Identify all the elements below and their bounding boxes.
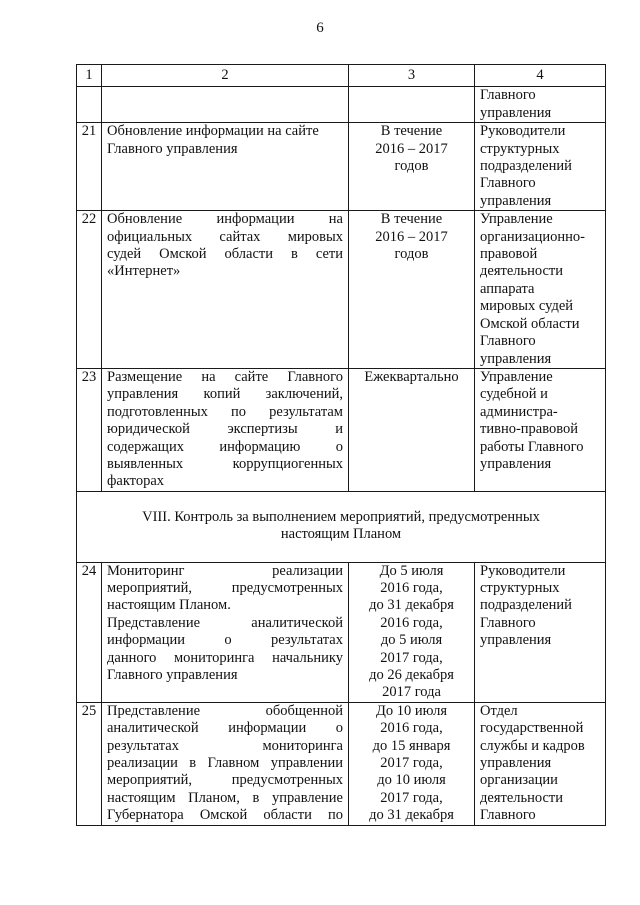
cell-line: В течение [380, 123, 443, 140]
cell-line: 2016 – 2017 [375, 140, 448, 157]
cell-line: управления [480, 632, 552, 649]
cell-line: настоящим Планом, в управление [107, 789, 343, 806]
section-title [77, 491, 606, 562]
cell-line: Главного [480, 175, 536, 192]
table-row [77, 211, 606, 369]
cell-line: Губернатора Омской области по [107, 807, 343, 824]
cell-line: Главного управления [107, 667, 238, 683]
cell-line: «Интернет» [107, 263, 181, 280]
cell-line: 2017 года, [380, 649, 443, 666]
term-cell [349, 87, 475, 123]
cell-line: реализации в Главном управлении [107, 755, 343, 772]
cell-line: информации о результатах [107, 632, 343, 649]
cell-line: Размещение на сайте Главного [107, 368, 343, 385]
cell-line: организационно- [480, 228, 585, 245]
cell-line: до 5 июля [380, 632, 443, 649]
cell-line: Управление [480, 368, 553, 385]
cell-line: управления [480, 455, 552, 472]
cell-line: Обновление информации на [107, 211, 343, 228]
table-row [77, 562, 606, 702]
cell-line: деятельности [480, 263, 564, 280]
term-cell [349, 702, 475, 825]
cell-line: годов [394, 158, 429, 175]
action-cell [102, 123, 349, 211]
cell-line: Главного [480, 614, 536, 631]
table-row [77, 123, 606, 211]
cell-line: Управление [480, 211, 553, 228]
cell-line: аппарата [480, 280, 535, 297]
cell-line: До 5 июля [379, 562, 444, 579]
action-cell [102, 87, 349, 123]
cell-line: структурных [480, 140, 560, 157]
column-header: 1 [77, 65, 102, 87]
cell-line: до 15 января [372, 737, 451, 754]
responsible-cell [475, 368, 606, 491]
cell-line: до 10 июля [377, 772, 446, 789]
responsible-cell [475, 562, 606, 702]
cell-line: подразделений [480, 597, 572, 614]
cell-line: судей Омской области в сети [107, 246, 343, 263]
cell-line: подразделений [480, 158, 572, 175]
cell-line: судебной и [480, 386, 548, 403]
cell-line: выявленных коррупциогенных [107, 455, 343, 472]
section-title-line: VIII. Контроль за выполнением мероприятий, предусмотренных [142, 508, 540, 525]
cell-line: Мониторинг реализации [107, 562, 343, 579]
section-title-line: настоящим Планом [280, 526, 402, 543]
row-number-cell: 23 [77, 368, 102, 491]
cell-line: До 10 июля [375, 702, 448, 719]
table-row-continuation [77, 87, 606, 123]
cell-line: службы и кадров [480, 737, 585, 754]
row-number-cell: 22 [77, 211, 102, 369]
cell-line: 2016 года, [380, 579, 443, 596]
term-cell [349, 562, 475, 702]
cell-line: правовой [480, 246, 538, 263]
cell-line: мероприятий, предусмотренных [107, 772, 343, 789]
cell-line: подготовленных по результатам [107, 403, 343, 420]
cell-line: Главного [480, 807, 536, 824]
column-header: 2 [102, 65, 349, 87]
cell-line: Главного управления [107, 140, 238, 157]
cell-line: Главного [480, 333, 536, 350]
cell-line: структурных [480, 579, 560, 596]
cell-line: В течение [380, 211, 443, 228]
cell-line: управления копий заключений, [107, 386, 343, 403]
cell-line: официальных сайтах мировых [107, 228, 343, 245]
action-cell [102, 562, 349, 702]
table-row [77, 368, 606, 491]
page-number: 6 [316, 20, 324, 36]
term-cell [349, 211, 475, 369]
responsible-cell [475, 123, 606, 211]
cell-line: работы Главного [480, 438, 584, 455]
row-number-cell [77, 87, 102, 123]
cell-line: факторах [107, 473, 165, 490]
cell-line: Представление аналитической [107, 614, 343, 631]
cell-line: Обновление информации на сайте [107, 123, 319, 140]
row-number-cell: 24 [77, 562, 102, 702]
cell-line: годов [394, 246, 429, 263]
cell-line: Представление обобщенной [107, 702, 343, 719]
cell-line: до 26 декабря [369, 667, 454, 683]
cell-line: содержащих информацию о [107, 438, 343, 455]
cell-line: 2016 – 2017 [375, 228, 448, 245]
cell-line: администра- [480, 403, 558, 420]
cell-line: деятельности [480, 789, 564, 806]
responsible-cell [475, 87, 606, 123]
cell-line: Омской области [480, 315, 580, 332]
cell-line: до 31 декабря [369, 597, 454, 614]
cell-line: 2017 года, [380, 789, 443, 806]
cell-line: государственной [480, 720, 584, 737]
responsible-cell [475, 211, 606, 369]
cell-line: данного мониторинга начальнику [107, 649, 343, 666]
action-cell [102, 702, 349, 825]
cell-line: настоящим Планом. [107, 597, 231, 614]
cell-line: мероприятий, предусмотренных [107, 579, 343, 596]
cell-line: управления [480, 350, 552, 367]
row-number-cell: 21 [77, 123, 102, 211]
cell-line: 2016 года, [380, 720, 443, 737]
cell-line: до 31 декабря [369, 807, 454, 824]
action-cell [102, 368, 349, 491]
cell-line: 2017 года, [380, 755, 443, 772]
term-cell [349, 123, 475, 211]
table-header-row [77, 65, 606, 87]
cell-line: Руководители [480, 562, 566, 579]
cell-line: 2017 года [382, 684, 441, 701]
cell-line: Отдел [480, 702, 518, 719]
cell-line: организации [480, 772, 558, 789]
cell-line: Руководители [480, 123, 566, 140]
cell-line: тивно-правовой [480, 421, 578, 438]
cell-line: мировых судей [480, 298, 574, 315]
column-header: 4 [475, 65, 606, 87]
cell-line: Ежеквартально [364, 368, 459, 385]
action-cell [102, 211, 349, 369]
table-row [77, 702, 606, 825]
row-number-cell: 25 [77, 702, 102, 825]
cell-line: аналитической информации о [107, 720, 343, 737]
term-cell [349, 368, 475, 491]
cell-line: управления [480, 192, 552, 209]
column-header: 3 [349, 65, 475, 87]
cell-line: 2016 года, [380, 614, 443, 631]
cell-line: управления [480, 104, 552, 121]
section-row [77, 491, 606, 562]
cell-line: юридической экспертизы и [107, 421, 343, 438]
responsible-cell [475, 702, 606, 825]
cell-line: результатах мониторинга [107, 737, 343, 754]
cell-line: управления [480, 755, 552, 772]
plan-table [76, 64, 606, 826]
cell-line: Главного [480, 87, 536, 104]
